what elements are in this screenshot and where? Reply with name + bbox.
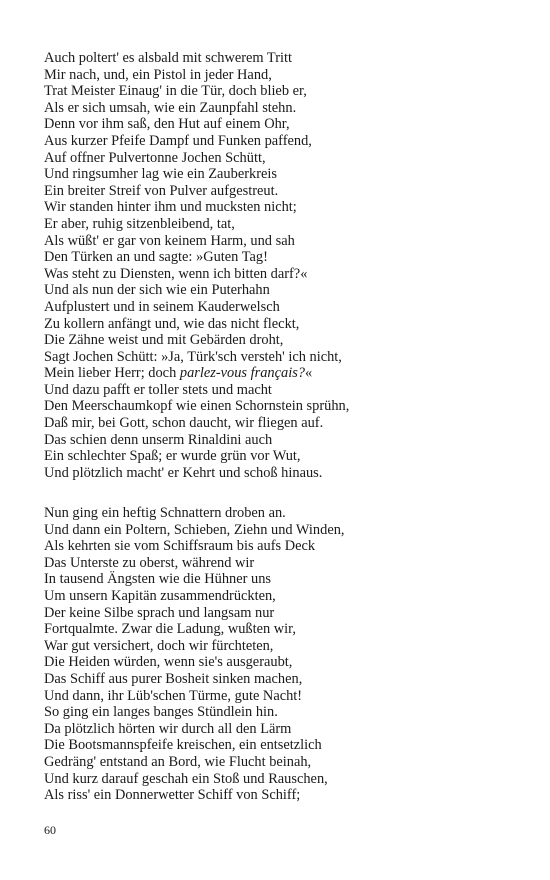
verse-line: Die Zähne weist und mit Gebärden droht,	[44, 332, 284, 349]
verse-line: In tausend Ängsten wie die Hühner uns	[44, 571, 272, 588]
verse-line: Denn vor ihm saß, den Hut auf einem Ohr,	[44, 116, 290, 133]
verse-italic-segment: parlez-vous français?	[179, 365, 305, 382]
verse-line: Gedräng' entstand an Bord, wie Flucht beinah,	[44, 753, 312, 770]
verse-line: Als riss' ein Donnerwetter Schiff von Schiff;	[44, 787, 301, 804]
verse-line: Auf offner Pulvertonne Jochen Schütt,	[44, 149, 266, 166]
verse-line: Sagt Jochen Schütt: »Ja, Türk'sch versteh' ich nicht,	[44, 348, 342, 365]
verse-line: Als er sich umsah, wie ein Zaunpfahl stehn.	[44, 99, 297, 116]
verse-line: Zu kollern anfängt und, wie das nicht fleckt,	[44, 315, 300, 332]
stanza-2	[44, 505, 524, 804]
verse-line: Der keine Silbe sprach und langsam nur	[44, 604, 275, 621]
verse-line: Mir nach, und, ein Pistol in jeder Hand,	[44, 66, 272, 83]
verse-line: Nun ging ein heftig Schnattern droben an.	[44, 505, 286, 521]
verse-segment: «	[305, 365, 313, 382]
verse-line: Da plötzlich hörten wir durch all den Lärm	[44, 720, 292, 737]
verse-line: Die Heiden würden, wenn sie's ausgeraubt,	[44, 654, 293, 671]
verse-segment: Mein lieber Herr; doch	[44, 365, 180, 382]
verse-line: Aufplustert und in seinem Kauderwelsch	[44, 298, 280, 315]
verse-line: War gut versichert, doch wir fürchteten,	[44, 637, 274, 654]
verse-line: Das schien denn unserm Rinaldini auch	[44, 431, 273, 448]
verse-line: Das Schiff aus purer Bosheit sinken machen,	[44, 670, 303, 687]
verse-line: Aus kurzer Pfeife Dampf und Funken paffend,	[44, 132, 312, 149]
verse-line: Daß mir, bei Gott, schon daucht, wir fliegen auf.	[44, 415, 324, 432]
verse-line-mixed	[44, 365, 524, 382]
verse-line: Wir standen hinter ihm und mucksten nicht;	[44, 199, 297, 216]
verse-line: Das Unterste zu oberst, während wir	[44, 554, 255, 571]
verse-line: Und kurz darauf geschah ein Stoß und Rauschen,	[44, 770, 328, 787]
verse-line: Und plötzlich macht' er Kehrt und schoß hinaus.	[44, 464, 323, 481]
verse-line: Und dann, ihr Lüb'schen Türme, gute Nacht!	[44, 687, 303, 704]
page-number: 60	[44, 823, 56, 837]
verse-line: Trat Meister Einaug' in die Tür, doch blieb er,	[44, 83, 307, 100]
verse-line: Und dazu pafft er toller stets und macht	[44, 381, 272, 398]
verse-line: Und als nun der sich wie ein Puterhahn	[44, 282, 270, 299]
verse-line: Was steht zu Diensten, wenn ich bitten darf?«	[44, 265, 308, 282]
verse-line: Die Bootsmannspfeife kreischen, ein entsetzlich	[44, 737, 322, 754]
verse-line: Er aber, ruhig sitzenbleibend, tat,	[44, 215, 235, 232]
verse-line: Und dann ein Poltern, Schieben, Ziehn und Winden,	[44, 521, 345, 538]
verse-line: Um unsern Kapitän zusammendrückten,	[44, 587, 276, 604]
stanza-1	[44, 50, 524, 481]
verse-line: Als wüßt' er gar von keinem Harm, und sah	[44, 232, 295, 249]
verse-line: Auch poltert' es alsbald mit schwerem Tritt	[44, 50, 292, 66]
verse-line: Den Meerschaumkopf wie einen Schornstein sprühn,	[44, 398, 350, 415]
verse-line: So ging ein langes banges Stündlein hin.	[44, 704, 278, 721]
verse-line: Und ringsumher lag wie ein Zauberkreis	[44, 166, 277, 183]
verse-line: Ein schlechter Spaß; er wurde grün vor Wut,	[44, 448, 301, 465]
verse-line: Den Türken an und sagte: »Guten Tag!	[44, 249, 268, 266]
verse-line: Als kehrten sie vom Schiffsraum bis aufs Deck	[44, 538, 316, 555]
verse-line: Fortqualmte. Zwar die Ladung, wußten wir,	[44, 621, 296, 638]
verse-line: Ein breiter Streif von Pulver aufgestreut.	[44, 182, 279, 199]
